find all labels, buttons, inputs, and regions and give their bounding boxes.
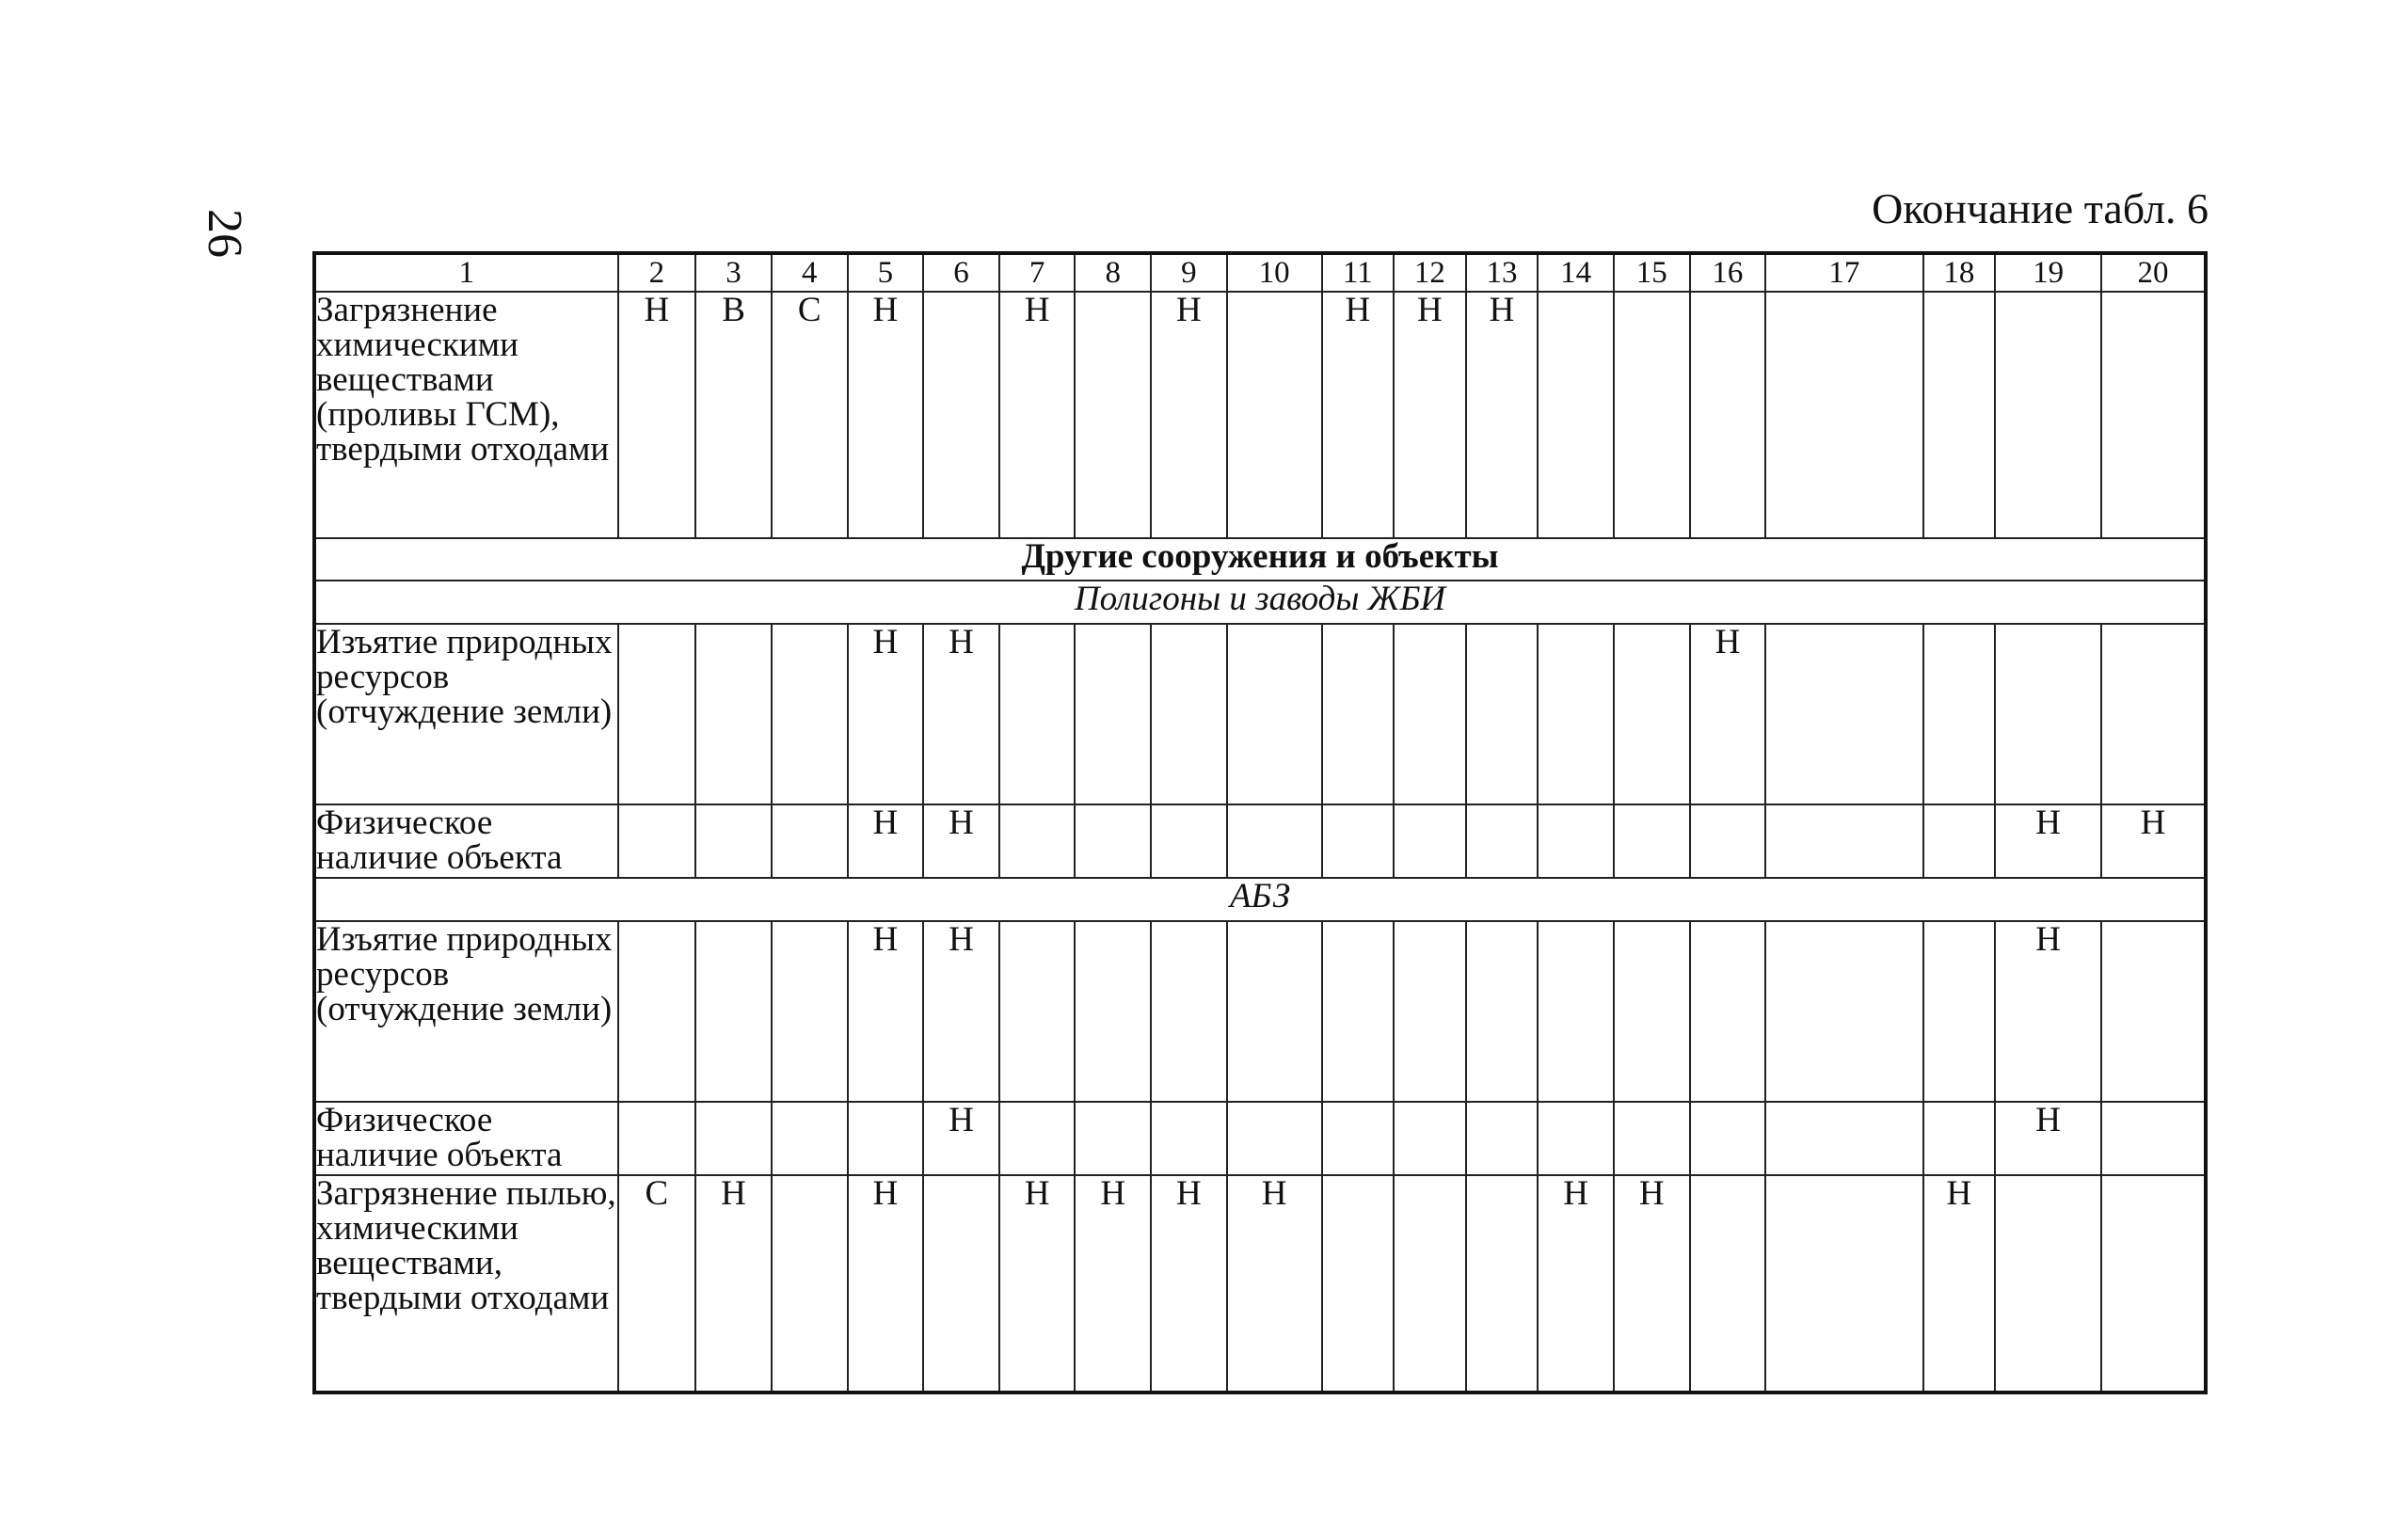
table-cell: Н xyxy=(1322,292,1395,538)
row-label: Физическое наличие объекта xyxy=(314,804,618,878)
table-cell xyxy=(1151,921,1227,1102)
table-cell xyxy=(1394,804,1466,878)
table-cell xyxy=(1075,921,1151,1102)
column-header: 8 xyxy=(1075,253,1151,292)
column-header: 5 xyxy=(848,253,924,292)
table-cell xyxy=(1151,804,1227,878)
table-cell xyxy=(2101,624,2206,804)
table-cell xyxy=(772,1102,848,1175)
column-header: 15 xyxy=(1614,253,1690,292)
section-title: Другие сооружения и объекты xyxy=(314,538,2206,581)
row-label: Изъятие природных ресурсов (отчуждение земли) xyxy=(314,921,618,1102)
table-cell xyxy=(1466,921,1539,1102)
table-cell: Н xyxy=(1075,1175,1151,1393)
table-cell xyxy=(1538,624,1614,804)
table-cell xyxy=(1995,292,2101,538)
table-cell xyxy=(1538,804,1614,878)
table-cell xyxy=(2101,292,2206,538)
table-row xyxy=(314,804,2206,878)
table-cell xyxy=(1765,624,1922,804)
table-cell: Н xyxy=(848,921,924,1102)
table-cell xyxy=(1923,292,1996,538)
table-cell: Н xyxy=(848,624,924,804)
table-cell xyxy=(1923,804,1996,878)
row-label: Загрязнение пылью, химическими веществами, твердыми отходами xyxy=(314,1175,618,1393)
subsection-title: АБЗ xyxy=(314,878,2206,921)
table-cell: С xyxy=(772,292,848,538)
table-cell: Н xyxy=(1995,804,2101,878)
table-cell xyxy=(695,921,772,1102)
page-number: 26 xyxy=(198,209,251,258)
table-cell xyxy=(999,624,1076,804)
table-cell xyxy=(1466,1102,1539,1175)
row-label: Изъятие природных ресурсов (отчуждение земли) xyxy=(314,624,618,804)
table-cell xyxy=(999,1102,1076,1175)
table-cell: Н xyxy=(1995,921,2101,1102)
table-cell xyxy=(999,804,1076,878)
subsection-title: Полигоны и заводы ЖБИ xyxy=(314,581,2206,624)
table-cell xyxy=(923,292,999,538)
table-cell xyxy=(1394,624,1466,804)
table-cell xyxy=(1394,1102,1466,1175)
table-cell xyxy=(1614,1102,1690,1175)
table-cell xyxy=(1227,804,1322,878)
table-cell xyxy=(1227,292,1322,538)
table-cell xyxy=(1614,624,1690,804)
column-header: 2 xyxy=(618,253,696,292)
table-cell xyxy=(2101,921,2206,1102)
table-cell xyxy=(1538,292,1614,538)
subsection-row xyxy=(314,581,2206,624)
table-cell: Н xyxy=(1690,624,1766,804)
table-cell xyxy=(1765,292,1922,538)
table-cell: Н xyxy=(923,804,999,878)
table-cell xyxy=(695,804,772,878)
column-header: 20 xyxy=(2101,253,2206,292)
column-header: 1 xyxy=(314,253,618,292)
table-cell xyxy=(1322,921,1395,1102)
table-cell xyxy=(772,804,848,878)
column-header: 17 xyxy=(1765,253,1922,292)
table-cell xyxy=(1538,921,1614,1102)
table-cell: Н xyxy=(848,292,924,538)
table-row xyxy=(314,1175,2206,1393)
table-cell xyxy=(2101,1102,2206,1175)
table-cell: Н xyxy=(999,292,1076,538)
table-cell xyxy=(1151,1102,1227,1175)
column-header: 10 xyxy=(1227,253,1322,292)
column-header: 9 xyxy=(1151,253,1227,292)
table-cell xyxy=(772,624,848,804)
table-cell xyxy=(1690,1102,1766,1175)
table-cell: Н xyxy=(848,804,924,878)
table-caption: Окончание табл. 6 xyxy=(1872,184,2209,232)
column-header: 18 xyxy=(1923,253,1996,292)
table-cell xyxy=(1075,624,1151,804)
section-row xyxy=(314,538,2206,581)
table-cell: Н xyxy=(1151,1175,1227,1393)
table-cell xyxy=(1923,1102,1996,1175)
table-cell xyxy=(1322,804,1395,878)
column-header: 4 xyxy=(772,253,848,292)
table-cell: Н xyxy=(1394,292,1466,538)
table-cell xyxy=(1075,292,1151,538)
column-header: 3 xyxy=(695,253,772,292)
column-header: 16 xyxy=(1690,253,1766,292)
table-cell: Н xyxy=(923,624,999,804)
table-cell xyxy=(1995,624,2101,804)
table-cell xyxy=(1923,624,1996,804)
table-cell: В xyxy=(695,292,772,538)
table-cell: Н xyxy=(2101,804,2206,878)
impact-table xyxy=(312,251,2208,1394)
table-cell xyxy=(1075,1102,1151,1175)
table-cell: Н xyxy=(618,292,696,538)
table-row xyxy=(314,624,2206,804)
table-row xyxy=(314,921,2206,1102)
table-cell: Н xyxy=(1151,292,1227,538)
table-cell: Н xyxy=(999,1175,1076,1393)
table-row xyxy=(314,292,2206,538)
table-row xyxy=(314,1102,2206,1175)
table-cell xyxy=(999,921,1076,1102)
table-cell xyxy=(1765,1175,1922,1393)
table-cell xyxy=(1227,921,1322,1102)
table-cell xyxy=(1690,921,1766,1102)
table-cell xyxy=(618,624,696,804)
table-cell xyxy=(1394,1175,1466,1393)
table-cell: С xyxy=(618,1175,696,1393)
table-cell: Н xyxy=(1466,292,1539,538)
table-cell xyxy=(1075,804,1151,878)
table-cell xyxy=(618,1102,696,1175)
table-cell: Н xyxy=(1614,1175,1690,1393)
table-cell xyxy=(695,624,772,804)
table-cell xyxy=(1614,921,1690,1102)
table-cell: Н xyxy=(923,1102,999,1175)
table-cell xyxy=(1394,921,1466,1102)
column-header: 19 xyxy=(1995,253,2101,292)
column-header: 13 xyxy=(1466,253,1539,292)
table-cell xyxy=(1322,1102,1395,1175)
table-cell xyxy=(1765,1102,1922,1175)
table-cell: Н xyxy=(1538,1175,1614,1393)
table-cell xyxy=(1227,624,1322,804)
table-cell xyxy=(1765,804,1922,878)
row-label: Загрязнение химическими веществами (проливы ГСМ), твердыми отходами xyxy=(314,292,618,538)
table-cell xyxy=(1690,1175,1766,1393)
column-header: 14 xyxy=(1538,253,1614,292)
table-cell xyxy=(1690,292,1766,538)
subsection-row xyxy=(314,878,2206,921)
table-cell xyxy=(772,921,848,1102)
table-cell xyxy=(1322,624,1395,804)
table-cell xyxy=(1151,624,1227,804)
table-cell xyxy=(695,1102,772,1175)
column-header: 6 xyxy=(923,253,999,292)
table-cell xyxy=(1466,624,1539,804)
table-cell xyxy=(1765,921,1922,1102)
table-cell xyxy=(618,921,696,1102)
table-cell: Н xyxy=(923,921,999,1102)
table-cell xyxy=(1538,1102,1614,1175)
table-cell xyxy=(2101,1175,2206,1393)
column-header: 12 xyxy=(1394,253,1466,292)
table-cell xyxy=(618,804,696,878)
table-cell xyxy=(1614,804,1690,878)
table-cell xyxy=(1995,1175,2101,1393)
table-cell xyxy=(1227,1102,1322,1175)
table-cell xyxy=(1466,804,1539,878)
row-label: Физическое наличие объекта xyxy=(314,1102,618,1175)
column-header: 11 xyxy=(1322,253,1395,292)
header-row xyxy=(314,253,2206,292)
table-cell xyxy=(1690,804,1766,878)
table-cell: Н xyxy=(695,1175,772,1393)
table-cell xyxy=(923,1175,999,1393)
table-cell: Н xyxy=(1227,1175,1322,1393)
table-cell xyxy=(1322,1175,1395,1393)
table-cell xyxy=(1923,921,1996,1102)
table-cell: Н xyxy=(848,1175,924,1393)
table-cell xyxy=(1614,292,1690,538)
table-cell xyxy=(1466,1175,1539,1393)
table-cell: Н xyxy=(1995,1102,2101,1175)
table-cell xyxy=(772,1175,848,1393)
table-cell xyxy=(848,1102,924,1175)
table-cell: Н xyxy=(1923,1175,1996,1393)
column-header: 7 xyxy=(999,253,1076,292)
